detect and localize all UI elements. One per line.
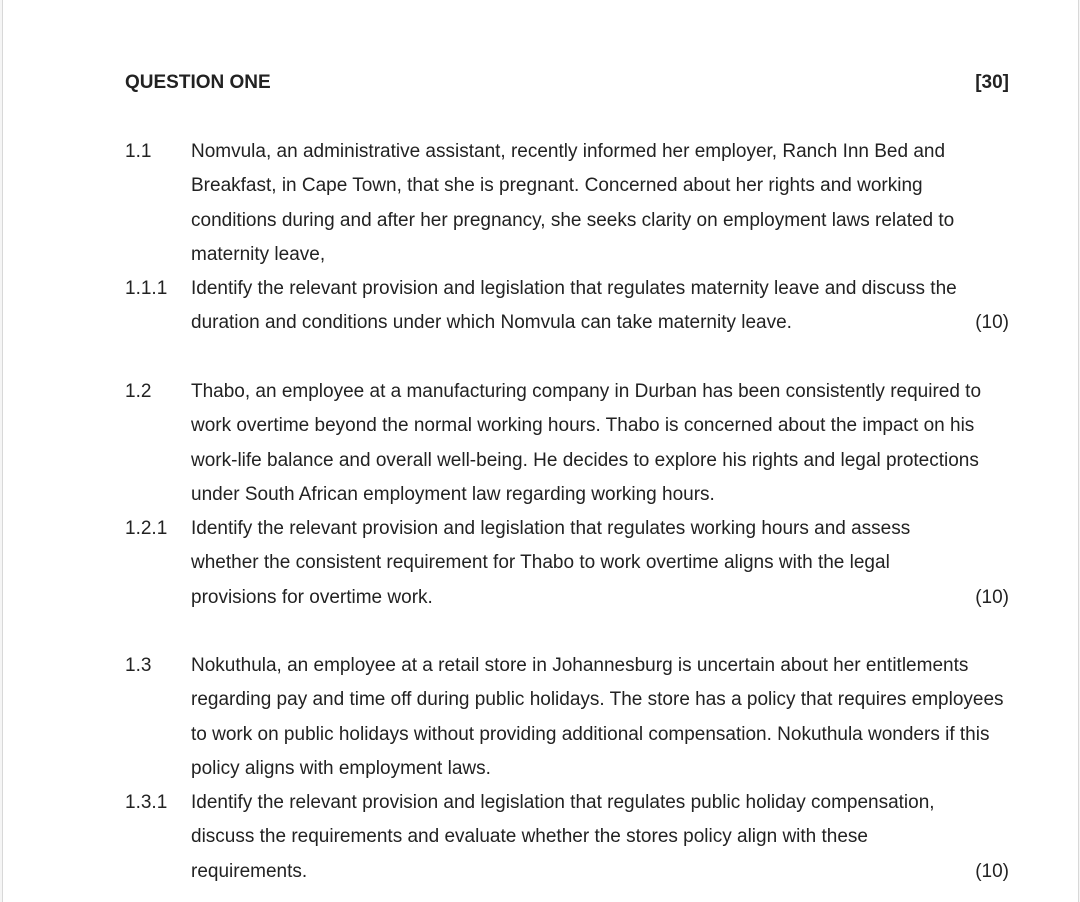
question-text: Thabo, an employee at a manufacturing company in Durban has been consistently required to work overtime beyond the normal working hours. Thabo is concerned about the impact on his work-life balance and overall well-being. He decides to explore his rights and legal protections under South African employment law regarding working hours. (191, 381, 982, 505)
question-item-1-2 (125, 375, 1009, 512)
question-number: 1.1 (125, 141, 152, 162)
question-item-1-3-1 (125, 786, 1009, 889)
question-text: Identify the relevant provision and legislation that regulates maternity leave and discuss the duration and conditions under which Nomvula can take maternity leave. (191, 278, 957, 334)
question-marks: (10) (975, 860, 1009, 882)
question-number: 1.3.1 (125, 792, 168, 813)
question-number: 1.3 (125, 655, 152, 676)
question-marks: (10) (975, 312, 1009, 334)
question-text: Nomvula, an administrative assistant, recently informed her employer, Ranch Inn Bed and Breakfast, in Cape Town, that she is pregnant. Concerned about her rights and working conditions during and after her pregnancy, she seeks clarity on employment laws related to maternity leave, (191, 141, 955, 265)
question-heading (125, 72, 1009, 94)
question-number: 1.1.1 (125, 278, 168, 299)
question-text: Nokuthula, an employee at a retail store in Johannesburg is uncertain about her entitlements regarding pay and time off during public holidays. The store has a policy that requires employees to work on public holidays without providing additional compensation. Nokuthula wonders if this policy aligns with employment laws. (191, 655, 1004, 779)
question-number: 1.2.1 (125, 518, 168, 539)
question-item-1-1 (125, 135, 1009, 272)
question-number: 1.2 (125, 381, 152, 402)
question-marks: (10) (975, 586, 1009, 608)
question-text: Identify the relevant provision and legislation that regulates public holiday compensation, discuss the requirements and evaluate whether the stores policy align with these requirements. (191, 792, 935, 882)
question-text: Identify the relevant provision and legislation that regulates working hours and assess whether the consistent requirement for Thabo to work overtime aligns with the legal provisions for overtime work. (191, 518, 911, 608)
question-item-1-2-1 (125, 512, 1009, 615)
question-title: QUESTION ONE (125, 72, 271, 93)
total-marks: [30] (975, 72, 1009, 93)
question-item-1-1-1 (125, 272, 1009, 341)
question-item-1-3 (125, 649, 1009, 786)
document-page (2, 0, 1079, 902)
